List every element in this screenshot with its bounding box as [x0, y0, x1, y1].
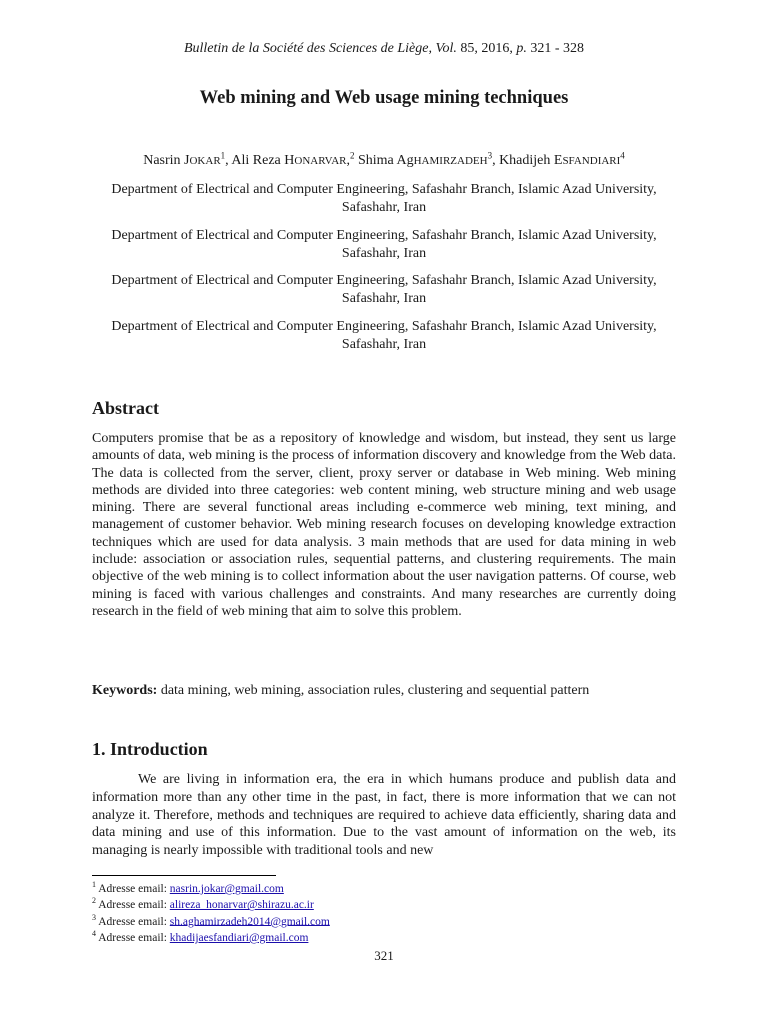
email-link-4[interactable]: khadijaesfandiari@gmail.com	[169, 931, 309, 944]
author-list	[0, 150, 768, 169]
footnote-divider	[92, 875, 276, 876]
journal-name: Bulletin de la Société des Sciences de Liège, Vol.	[183, 41, 457, 56]
email-link-3[interactable]: sh.aghamirzadeh2014@gmail.com	[169, 915, 330, 928]
keywords	[92, 683, 676, 699]
journal-page-prefix: p.	[516, 41, 527, 56]
author-4: Khadijeh ESFANDIARI$^4$	[499, 150, 625, 168]
affiliation-3: Department of Electrical and Computer Engineering, Safashahr Branch, Islamic Azad University, Safashahr, Iran	[111, 273, 657, 306]
introduction-body: We are living in information era, the era in which humans produce and publish data and information more than any other time in the past, in fact, there is more information that we can not analyze it. Therefore, methods and techniques are required to achieve data efficiently, sharing data and data mining and use of this information. Due to the vast amount of information on the web, its managing is nearly impossible with traditional tools and new	[92, 772, 676, 859]
keywords-label: Keywords:	[92, 683, 158, 698]
abstract-heading: Abstract	[92, 398, 159, 418]
journal-volume: 85, 2016,	[460, 41, 513, 56]
journal-pages: 321 - 328	[530, 41, 585, 56]
introduction-heading: 1. Introduction	[92, 739, 208, 759]
keywords-list: data mining, web mining, association rules, clustering and sequential pattern	[157, 683, 590, 698]
footnote-1: $^1$ Adresse email: nasrin.jokar@gmail.com	[92, 880, 284, 895]
footnotes	[92, 879, 330, 944]
email-link-2[interactable]: alireza_honarvar@shirazu.ac.ir	[169, 899, 314, 912]
author-2: Ali Reza HONARVAR,$^2$	[231, 150, 355, 168]
paper-title: Web mining and Web usage mining techniques	[199, 88, 569, 108]
page-number: 321	[374, 948, 394, 963]
author-1: Nasrin JOKAR$^1$,	[143, 150, 232, 168]
abstract-body: Computers promise that be as a repository of knowledge and wisdom, but instead, they sent us large amounts of data, web mining is the process of information discovery and knowledge from the Web data. The data is collected from the server, client, proxy server or database in Web mining. Web mining methods are divided into three categories: web content mining, web structure mining and web usage mining. There are several functional areas including e-commerce web mining, text mining, and management of customer behavior. Web mining research focuses on developing knowledge extraction techniques which are used for data analysis. 3 main methods that are used for data mining in web include: association or association rules, sequential patterns, and clustering requirements. The main objective of the web mining is to collect information about the user navigation patterns. Of course, web mining is faced with various challenges and constraints. And many researches are currently doing research in the field of web mining that aim to solve this problem.	[92, 431, 676, 619]
footnote-2: $^2$ Adresse email: alireza_honarvar@shirazu.ac.ir	[92, 896, 314, 912]
email-link-1[interactable]: nasrin.jokar@gmail.com	[169, 882, 284, 895]
journal-header	[0, 41, 768, 57]
footnote-4: $^4$ Adresse email: khadijaesfandiari@gmail.com	[92, 928, 309, 944]
affiliation-1: Department of Electrical and Computer Engineering, Safashahr Branch, Islamic Azad University, Safashahr, Iran	[111, 182, 657, 215]
affiliation-2: Department of Electrical and Computer Engineering, Safashahr Branch, Islamic Azad University, Safashahr, Iran	[111, 228, 657, 261]
author-3: Shima AgHAMIRZADEH$^3$,	[357, 150, 500, 168]
footnote-3: $^3$ Adresse email: sh.aghamirzadeh2014@gmail.com	[92, 912, 330, 928]
affiliation-4: Department of Electrical and Computer Engineering, Safashahr Branch, Islamic Azad University, Safashahr, Iran	[111, 319, 657, 352]
